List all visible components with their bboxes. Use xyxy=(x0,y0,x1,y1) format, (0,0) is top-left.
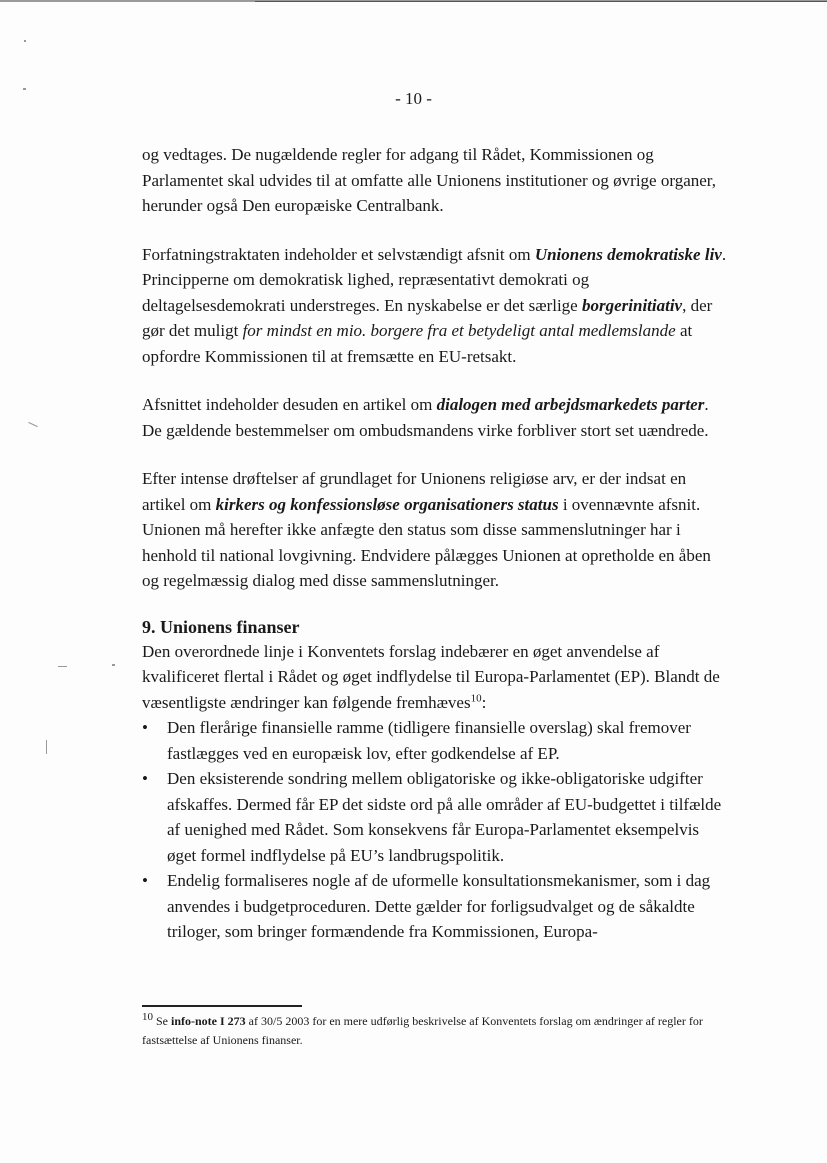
list-item: • Den eksisterende sondring mellem obligatoriske og ikke-obligatoriske udgifter afskaffes. Dermed får EP det sidste ord på alle områder af EU-budgettet i tilfælde af uenighed med Rådet. Som konsekvens får Europa-Parlamentet eksempelvis øget formel indflydelse på EU’s landbrugspolitik. xyxy=(142,766,732,868)
list-item: • Den flerårige finansielle ramme (tidligere finansielle overslag) skal fremover fastlægges ved en europæisk lov, efter godkendelse af EP. xyxy=(142,715,732,766)
footnote xyxy=(142,1012,722,1050)
scan-top-edge-line xyxy=(255,1,827,2)
paragraph-segment: Unionens demokratiske liv xyxy=(534,244,722,264)
section-intro xyxy=(142,639,732,716)
paragraph-segment: Forfatningstraktaten indeholder et selvstændigt afsnit om xyxy=(142,244,535,264)
paragraph-segment: borgerinitiativ xyxy=(581,295,683,315)
scan-speck xyxy=(28,422,37,427)
footnote-rule xyxy=(142,1005,302,1007)
scan-speck xyxy=(24,40,26,42)
paragraph-segment: i ovennævnte afsnit. Unionen må herefter ikke anfægte den status som disse sammenslutninger har i henhold til national lovgivning. Endvidere pålægges Unionen at opretholde en åben og regelmæssig dialog med disse sammenslutninger. xyxy=(142,494,711,590)
scan-speck xyxy=(46,740,47,754)
paragraph xyxy=(142,392,732,443)
paragraph-segment: . Principperne om demokratisk lighed, repræsentativt demokrati og deltagelsesdemokrati understreges. En nyskabelse er det særlige xyxy=(142,244,727,315)
paragraph-segment: og vedtages. De nugældende regler for adgang til Rådet, Kommissionen og Parlamentet skal udvides til at omfatte alle Unionens institutioner og øvrige organer, herunder også Den europæiske Centralbank. xyxy=(142,145,717,215)
footnote-text: af 30/5 2003 for en mere udførlig beskrivelse af Konventets forslag om ændringer af regler for fastsættelse af Unionens finanser. xyxy=(142,1014,703,1047)
document-body xyxy=(142,142,732,945)
paragraph-segment: for mindst en mio. borgere fra et betydeligt antal medlemslande xyxy=(242,321,676,340)
paragraph xyxy=(142,142,732,219)
paragraph xyxy=(142,242,732,370)
paragraph-segment: Efter intense drøftelser af grundlaget for Unionens religiøse arv, er der indsat en artikel om xyxy=(142,469,687,514)
scan-speck xyxy=(112,664,115,666)
paragraph-segment: Afsnittet indeholder desuden en artikel om xyxy=(142,395,437,414)
paragraph-segment: at opfordre Kommissionen til at fremsætte en EU-retsakt. xyxy=(142,321,693,366)
scan-speck xyxy=(58,666,67,667)
footnote-reference: info-note I 273 xyxy=(171,1014,246,1028)
paragraph-segment: . De gældende bestemmelser om ombudsmandens virke forbliver stort set uændrede. xyxy=(142,395,709,440)
paragraphs xyxy=(142,142,732,594)
section-heading: 9. Unionens finanser xyxy=(142,616,300,637)
paragraph xyxy=(142,466,732,594)
list-item: • Endelig formaliseres nogle af de uformelle konsultationsmekanismer, som i dag anvendes i budgetproceduren. Dette gælder for forligsudvalget og de såkaldte triloger, som bringer formændende fra Kommissionen, Europa- xyxy=(142,868,732,945)
page-number: - 10 - xyxy=(395,89,432,108)
section-intro-end: : xyxy=(481,692,487,712)
footnote-number: 10 xyxy=(142,1011,153,1023)
paragraph-segment: dialogen med arbejdsmarkedets parter xyxy=(436,395,705,414)
footnote-text-pre: Se xyxy=(153,1014,171,1028)
section-intro-text: Den overordnede linje i Konventets forslag indebærer en øget anvendelse af kvalificeret flertal i Rådet og øget indflydelse til Europa-Parlamentet (EP). Blandt de væsentligste ændringer kan følgende fremhæves xyxy=(142,641,720,712)
paragraph-segment: , der gør det muligt xyxy=(142,295,713,340)
footnote-ref: 10 xyxy=(470,691,482,704)
paragraph-segment: kirkers og konfessionsløse organisationers status xyxy=(215,494,559,514)
bullet-list xyxy=(142,715,732,945)
